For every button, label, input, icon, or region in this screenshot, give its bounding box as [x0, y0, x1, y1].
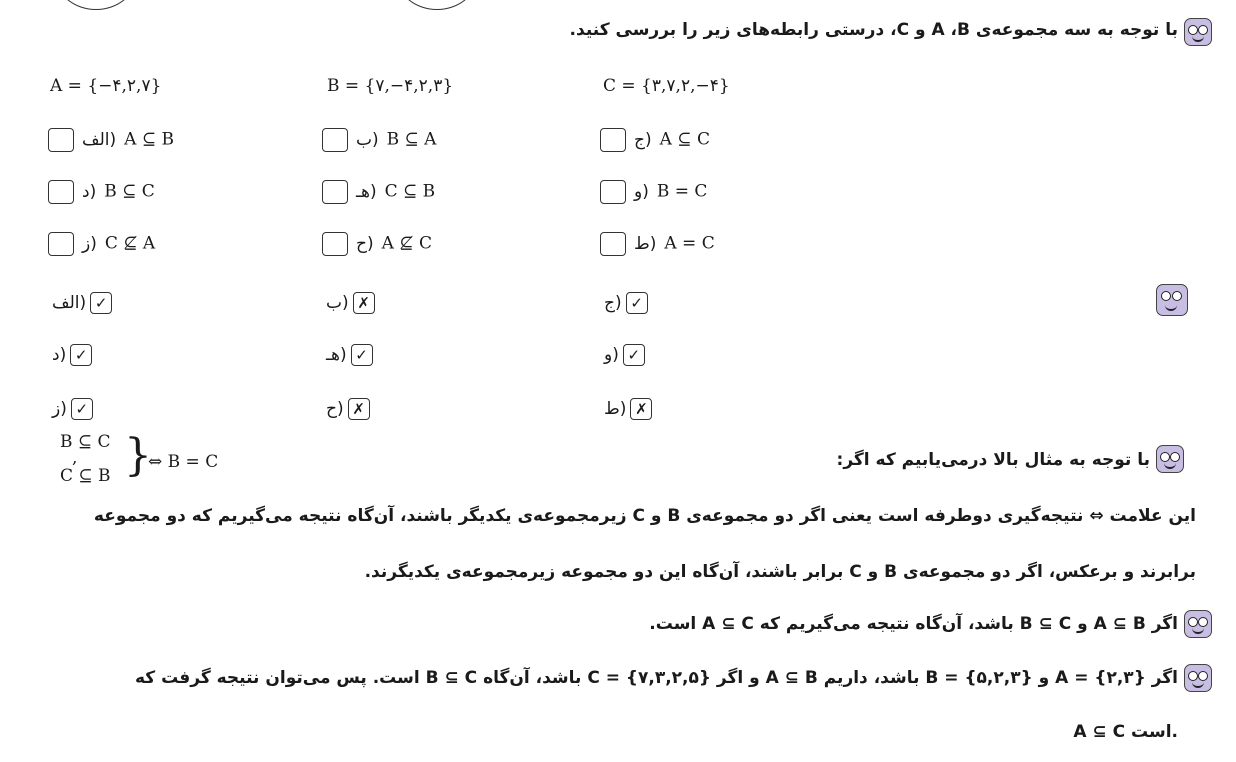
answer-checkbox[interactable]: [48, 232, 74, 256]
question-relation: C ⊈ A: [104, 233, 156, 254]
answer-item: [326, 292, 375, 314]
question-label: (ح: [356, 233, 374, 254]
question-item: [600, 128, 710, 152]
answer-checkbox[interactable]: [322, 232, 348, 256]
checkmark-icon: ✓: [70, 344, 92, 366]
intro-text: با توجه به سه مجموعه‌ی A ،B و C، درستی رابطه‌های زیر را بررسی کنید.: [569, 20, 1178, 40]
question-item: [48, 180, 155, 204]
set-c: C = {۳,۷,۲,−۴}: [603, 76, 730, 96]
answer-label: (ب: [326, 292, 349, 313]
answer-checkbox[interactable]: [322, 128, 348, 152]
goggles-face-icon-2: [1184, 664, 1212, 692]
paragraph-line1: این علامت ⇔ نتیجه‌گیری دوطرفه است یعنی اگر دو مجموعه‌ی B و C زیرمجموعه‌ی یکدیگر باشند، آن‌گاه نتیجه می‌گیریم که دو مجموعه: [93, 506, 1196, 526]
answer-checkbox[interactable]: [48, 128, 74, 152]
conclusion-intro: با توجه به مثال بالا درمی‌یابیم که اگر:: [836, 450, 1150, 470]
checkmark-icon: ✓: [90, 292, 112, 314]
set-a: A = {−۴,۲,۷}: [50, 76, 162, 96]
checkmark-icon: ✓: [626, 292, 648, 314]
conclusion-line1: B ⊆ C: [60, 432, 111, 452]
answer-item: [52, 292, 112, 314]
question-item: [322, 232, 432, 256]
question-item: [322, 180, 435, 204]
question-label: (و: [634, 181, 649, 202]
answer-label: (هـ: [326, 344, 347, 365]
answer-item: [604, 292, 648, 314]
decorative-circle-left: [55, 0, 137, 10]
question-item: [600, 232, 715, 256]
question-relation: C ⊆ B: [384, 181, 436, 202]
smiling-face-icon: [1156, 445, 1184, 473]
cross-mark-icon: ✗: [348, 398, 370, 420]
goggles-face-icon: [1184, 18, 1212, 46]
answer-label: (ج: [604, 292, 622, 313]
question-label: (ج: [634, 129, 652, 150]
question-relation: B ⊆ A: [386, 129, 437, 150]
note2-line2: A ⊆ C است.: [1073, 722, 1178, 742]
question-label: (ط: [634, 233, 657, 254]
answer-label: (د: [52, 344, 67, 365]
grinning-face-icon: [1156, 284, 1188, 316]
answer-checkbox[interactable]: [600, 232, 626, 256]
answer-item: [326, 398, 370, 420]
question-relation: B = C: [656, 181, 708, 202]
question-label: (الف: [82, 129, 117, 150]
question-relation: A ⊆ C: [659, 129, 710, 150]
answer-label: (الف: [52, 292, 87, 313]
answer-checkbox[interactable]: [600, 128, 626, 152]
set-b: B = {۷,−۴,۲,۳}: [327, 76, 454, 96]
answer-item: [604, 344, 645, 366]
checkmark-icon: ✓: [71, 398, 93, 420]
conclusion-line2: C ⊆ B: [60, 466, 111, 486]
answer-label: (ح: [326, 398, 344, 419]
decorative-circle-right: [396, 0, 478, 10]
conclusion-sep: ,: [72, 448, 78, 468]
question-label: (د: [82, 181, 97, 202]
checkmark-icon: ✓: [351, 344, 373, 366]
question-item: [48, 128, 174, 152]
checkmark-icon: ✓: [623, 344, 645, 366]
smiling-face-icon-2: [1184, 610, 1212, 638]
answer-label: (ط: [604, 398, 627, 419]
answer-item: [52, 398, 93, 420]
question-label: (ب: [356, 129, 379, 150]
answer-item: [604, 398, 652, 420]
question-relation: A ⊆ B: [124, 129, 174, 150]
answer-checkbox[interactable]: [600, 180, 626, 204]
conclusion-implies: ⇔ B = C: [148, 452, 219, 472]
answer-label: (و: [604, 344, 619, 365]
question-item: [322, 128, 436, 152]
answer-label: (ز: [52, 398, 67, 419]
answer-item: [326, 344, 373, 366]
question-item: [48, 232, 155, 256]
question-relation: A = C: [664, 233, 715, 254]
question-relation: A ⊈ C: [381, 233, 432, 254]
answer-checkbox[interactable]: [48, 180, 74, 204]
note1-text: اگر A ⊆ B و B ⊆ C باشد، آن‌گاه نتیجه می‌گیریم که A ⊆ C است.: [649, 614, 1178, 634]
right-brace: }: [124, 430, 152, 481]
question-item: [600, 180, 707, 204]
question-label: (ز: [82, 233, 97, 254]
question-relation: B ⊆ C: [104, 181, 155, 202]
answer-item: [52, 344, 92, 366]
cross-mark-icon: ✗: [630, 398, 652, 420]
cross-mark-icon: ✗: [353, 292, 375, 314]
paragraph-line2: برابرند و برعکس، اگر دو مجموعه‌ی B و C برابر باشند، آن‌گاه این دو مجموعه زیرمجموعه‌ی یکدیگرند.: [364, 562, 1196, 582]
question-label: (هـ: [356, 181, 377, 202]
note2-line1: اگر {۲,۳} = A و {۵,۲,۳} = B باشد، داریم A ⊆ B و اگر {۷,۳,۲,۵} = C باشد، آن‌گاه B ⊆ C است. پس می‌توان نتیجه گرفت که: [135, 668, 1178, 688]
answer-checkbox[interactable]: [322, 180, 348, 204]
